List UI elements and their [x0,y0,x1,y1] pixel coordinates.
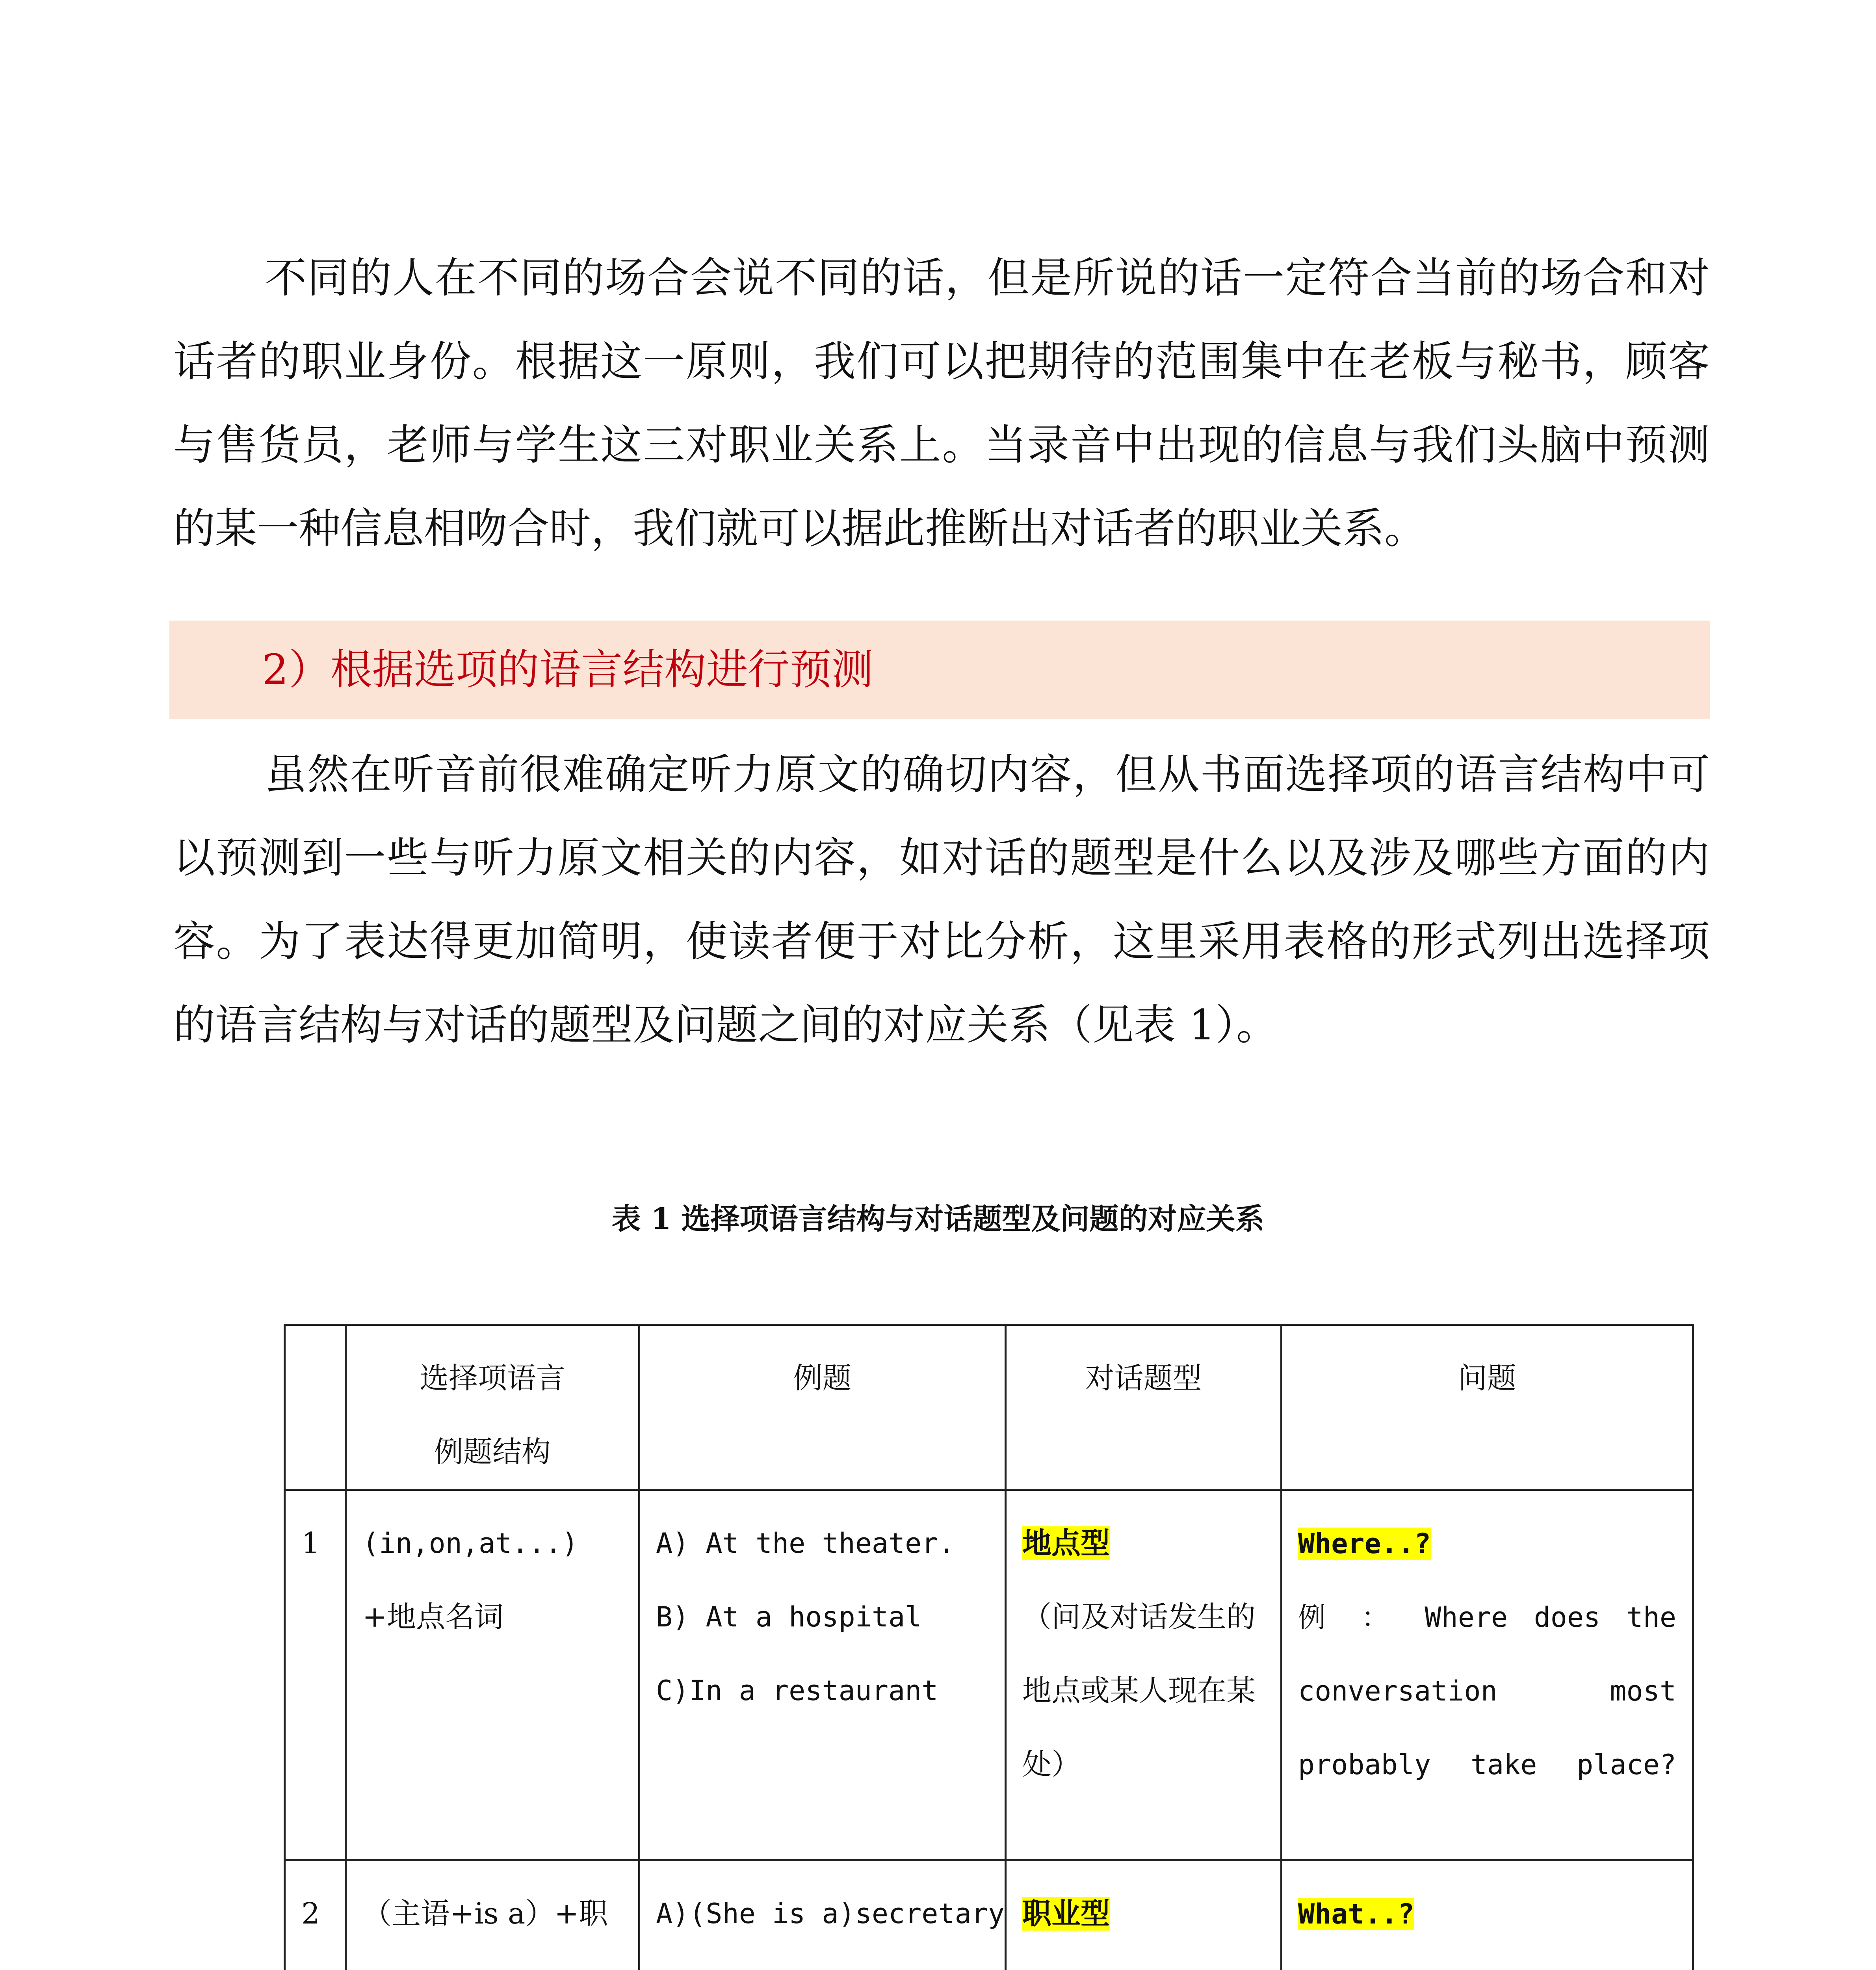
section-heading-band [169,621,1710,719]
header-cell-type: 对话题型 [1006,1325,1282,1490]
examples-cell: A) At the theater. B) At a hospital C)In a restaurant [639,1490,1006,1860]
type-label: 职业型 [1022,1897,1110,1931]
table-row [285,1860,1693,1970]
row-number: 2 [285,1860,346,1970]
type-cell [1006,1490,1282,1860]
header-cell-question: 问题 [1282,1325,1693,1490]
question-label: Where..? [1298,1528,1431,1560]
paragraph-1-text: 不同的人在不同的场合会说不同的话，但是所说的话一定符合当前的场合和对话者的职业身份。根据这一原则，我们可以把期待的范围集中在老板与秘书，顾客与售货员，老师与学生这三对职业关系上。当录音中出现的信息与我们头脑中预测的某一种信息相吻合时，我们就可以据此推断出对话者的职业关系。 [173,254,1710,553]
table-header-row [285,1325,1693,1490]
question-label: What..? [1298,1898,1415,1930]
type-cell [1006,1860,1282,1970]
table-row [285,1490,1693,1860]
correspondence-table [284,1324,1694,1970]
question-cell [1282,1860,1693,1970]
body-paragraph-2 [173,733,1710,1067]
section-heading: 2）根据选项的语言结构进行预测 [262,645,873,694]
question-cell [1282,1490,1693,1860]
header-cell-index [285,1325,346,1490]
header-cell-examples: 例题 [639,1325,1006,1490]
structure-cell: （主语+is a）+职 [346,1860,639,1970]
question-text: 例 ： Where does the conversation most probably take place? [1298,1601,1676,1781]
row-number: 1 [285,1490,346,1860]
body-paragraph-1 [173,236,1710,571]
header-structure-line-1: 选择项语言 [420,1361,565,1395]
paragraph-2-text: 虽然在听音前很难确定听力原文的确切内容，但从书面选择项的语言结构中可以预测到一些与听力原文相关的内容，如对话的题型是什么以及涉及哪些方面的内容。为了表达得更加简明，使读者便于对比分析，这里采用表格的形式列出选择项的语言结构与对话的题型及问题之间的对应关系（见表 1）。 [173,750,1710,1049]
type-label: 地点型 [1022,1526,1110,1560]
header-structure-line-2: 例题结构 [434,1435,551,1469]
header-cell-structure [346,1325,639,1490]
type-description: （问及对话发生的地点或某人现在某处） [1022,1600,1256,1781]
structure-cell: (in,on,at...) +地点名词 [346,1490,639,1860]
examples-cell: A)(She is a)secretary [639,1860,1006,1970]
table-caption: 表 1 选择项语言结构与对话题型及问题的对应关系 [611,1202,1265,1236]
